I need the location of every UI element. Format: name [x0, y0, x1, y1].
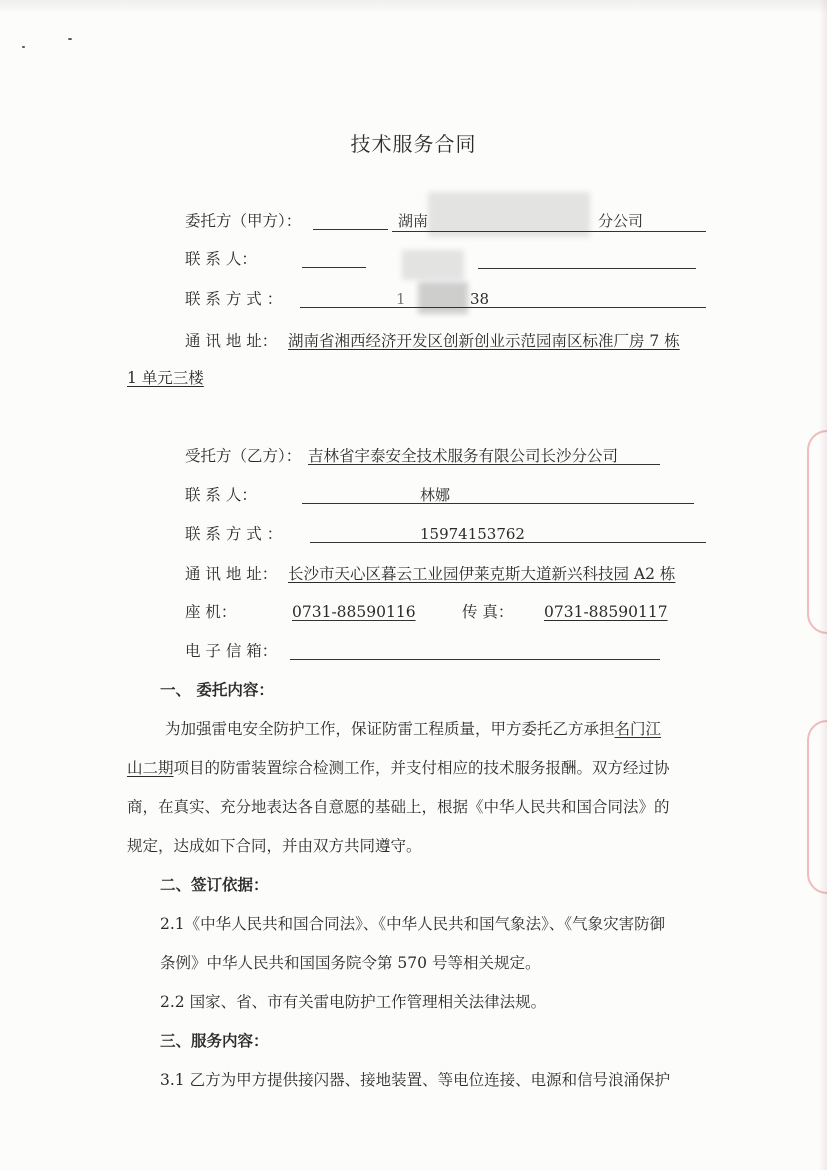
party-b-phone-label: 联 系 方 式 ：: [185, 525, 283, 543]
party-b-email-label: 电 子 信 箱：: [185, 642, 278, 660]
section-2-heading: 二、签订依据：: [160, 876, 269, 894]
party-b-fax: 0731-88590117: [544, 603, 668, 621]
underline: [292, 620, 410, 621]
underline: [302, 267, 366, 268]
underline: [302, 503, 694, 504]
party-a-phone-end: 38: [470, 290, 490, 308]
paragraph-line: 2.2 国家、省、市有关雷电防护工作管理相关法律法规。: [160, 993, 547, 1011]
redaction-blur: [402, 250, 464, 280]
party-b-label: 受托方（乙方）：: [185, 447, 302, 465]
seal-edge-mark: [807, 430, 827, 634]
party-b-address-label: 通 讯 地 址：: [185, 565, 278, 583]
document-title: 技术服务合同: [350, 132, 477, 156]
party-a-address-label: 通 讯 地 址：: [185, 332, 278, 350]
section-1-heading: 一、 委托内容：: [160, 681, 274, 699]
underline: [300, 307, 706, 308]
underline: [313, 229, 388, 230]
party-b-address: 长沙市天心区暮云工业园伊莱克斯大道新兴科技园 A2 栋: [288, 565, 676, 583]
scan-shadow: [0, 0, 827, 14]
scan-speck: [22, 46, 25, 48]
redaction-blur: [418, 282, 468, 314]
party-a-address-line2: 1 单元三楼: [127, 369, 204, 387]
paragraph-line: 2.1《中华人民共和国合同法》、《中华人民共和国气象法》、《气象灾害防御: [160, 915, 666, 933]
underline: [308, 464, 660, 465]
party-a-phone-label: 联 系 方 式 ：: [185, 290, 283, 308]
party-a-name-start: 湖南: [398, 212, 429, 230]
paragraph-line: 为加强雷电安全防护工作，保证防雷工程质量，甲方委托乙方承担名门江: [165, 720, 662, 738]
paragraph-line: 3.1 乙方为甲方提供接闪器、接地装置、等电位连接、电源和信号浪涌保护: [160, 1071, 671, 1089]
paragraph-line: 条例》中华人民共和国国务院令第 570 号等相关规定。: [160, 954, 541, 972]
party-b-tel-label: 座 机：: [185, 603, 237, 621]
party-a-address-line1: 湖南省湘西经济开发区创新创业示范园南区标准厂房 7 栋: [288, 332, 680, 350]
party-a-phone-start: 1: [396, 290, 406, 308]
party-a-label: 委托方（甲方）：: [185, 212, 302, 230]
party-b-contact: 林娜: [420, 486, 451, 504]
paragraph-line: 山二期项目的防雷装置综合检测工作，并支付相应的技术服务报酬。双方经过协: [127, 759, 670, 777]
party-a-contact-label: 联 系 人：: [185, 250, 257, 268]
underline: [310, 542, 706, 543]
party-b-tel: 0731-88590116: [292, 603, 416, 621]
party-b-fax-label: 传 真：: [462, 603, 514, 621]
paragraph-line: 商，在真实、充分地表达各自意愿的基础上，根据《中华人民共和国合同法》的: [127, 798, 670, 816]
underline: [392, 231, 706, 232]
seal-edge-mark: [807, 720, 827, 894]
paragraph-line: 规定，达成如下合同，并由双方共同遵守。: [127, 837, 422, 855]
underline: [478, 268, 696, 269]
party-b-contact-label: 联 系 人：: [185, 486, 257, 504]
party-b-phone: 15974153762: [420, 525, 525, 543]
scan-speck: [68, 38, 72, 40]
party-a-name-end: 分公司: [598, 212, 644, 230]
underline: [290, 659, 660, 660]
party-b-name: 吉林省宇泰安全技术服务有限公司长沙分公司: [308, 447, 619, 465]
section-3-heading: 三、服务内容：: [160, 1032, 269, 1050]
